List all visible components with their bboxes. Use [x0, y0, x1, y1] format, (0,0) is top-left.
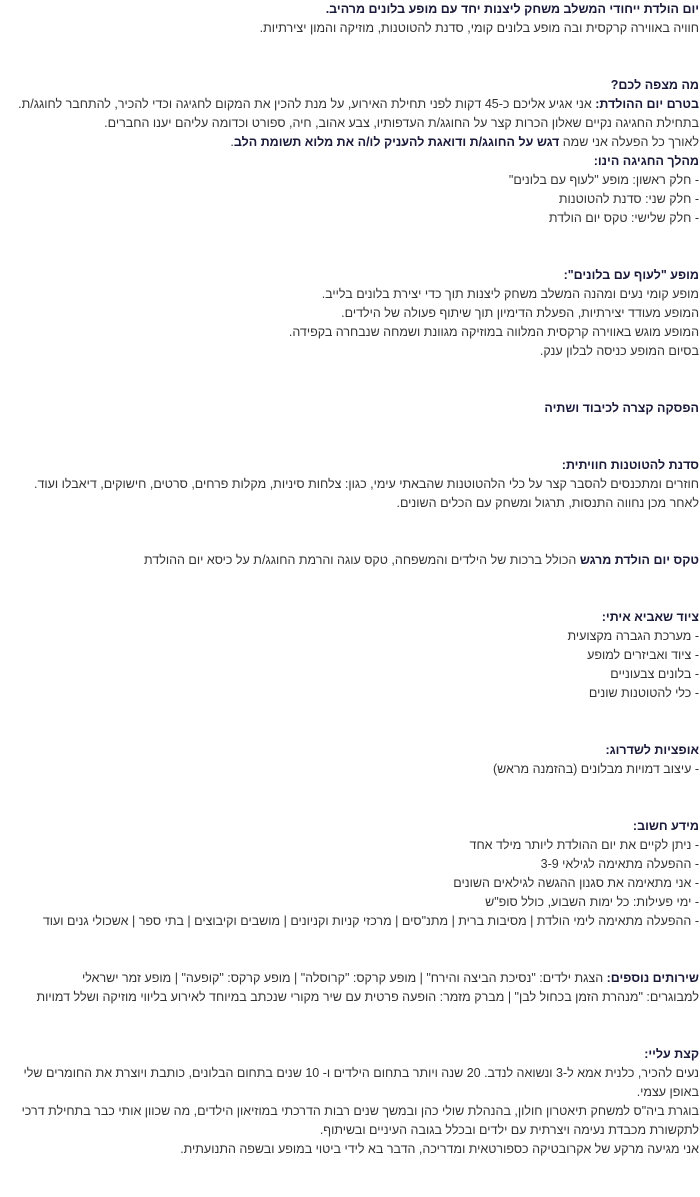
show-line: מופע קומי נעים ומהנה המשלב משחק ליצנות תוך כדי יצירת בלונים בלייב.: [321, 287, 699, 301]
info-item: - ההפעלה מתאימה לימי הולדת | מסיבות ברית | מתנ"סים | מרכזי קניות וקניונים | מושבים וקיבוצים | בתי ספר | אשכולי גנים ועוד: [42, 914, 699, 928]
about-paragraph: נעים להכיר, כלנית אמא ל-3 ונשואה לנדב. 20 שנה ויותר בתחום הילדים ו- 10 שנים בתחום הבלונים, כותבת ויוצרת את החומרים שלי באופן עצמי.: [23, 1066, 699, 1099]
extra-services-section: [6, 969, 699, 1007]
info-section: [6, 817, 699, 931]
expect-paragraph-focus: [6, 133, 699, 152]
equipment-item: - מערכת הגברה מקצועית: [567, 629, 699, 643]
upgrades-section: [6, 741, 699, 779]
workshop-line: לאחר מכן נחווה התנסות, תרגול ומשחק עם הכלים השונים.: [396, 496, 699, 510]
ceremony-line: [6, 551, 699, 570]
extra-services-line: [6, 969, 699, 988]
show-line: המופע מוגש באווירה קרקסית המלווה במוזיקה מגוונת ושמחה שנבחרה בקפידה.: [288, 325, 699, 339]
expect-focus-pre: לאורך כל הפעלה אני שמה: [559, 135, 699, 149]
intro-section: [6, 0, 699, 38]
about-section: [6, 1045, 699, 1159]
workshop-heading: סדנת להטוטנות חוויתית:: [561, 458, 699, 472]
workshop-line: חוזרים ומתכנסים להסבר קצר על כלי הלהטוטנות שהבאתי עימי, כגון: צלחות סיניות, מקלות פרחים, סרטים, חישוקים, דיאבלו ועוד.: [33, 477, 699, 491]
equipment-section: [6, 608, 699, 703]
equipment-heading: ציוד שאביא איתי:: [601, 610, 699, 624]
expect-before-label: בטרם יום ההולדת:: [595, 97, 699, 111]
about-heading: קצת עליי:: [644, 1047, 699, 1061]
info-item: - ניתן לקיים את יום ההולדת ליותר מילד אחד: [469, 838, 699, 852]
ceremony-text: הכולל ברכות של הילדים והמשפחה, טקס עוגה והרמת החוגג/ת על כיסא יום ההולדת: [144, 553, 580, 567]
intro-headline: יום הולדת ייחודי המשלב משחק ליצנות יחד עם מופע בלונים מרהיב.: [325, 2, 699, 16]
break-section: [6, 399, 699, 418]
show-section: [6, 266, 699, 361]
ceremony-section: [6, 551, 699, 570]
flow-item: - חלק שלישי: טקס יום הולדת: [548, 211, 699, 225]
upgrades-item: - עיצוב דמויות מבלונים (בהזמנה מראש): [492, 762, 699, 776]
flow-heading: מהלך החגיגה הינו:: [593, 154, 699, 168]
extra-services-adults: למבוגרים: "מנהרת הזמן בכחול לבן" | מברק מזמר: הופעה פרטית עם שיר מקורי שנכתב במיוחד לאירוע בליווי מוזיקה ושלל דמויות: [36, 990, 699, 1004]
workshop-section: [6, 456, 699, 513]
info-item: - ההפעלה מתאימה לגילאי 3-9: [540, 857, 699, 871]
extra-services-kids: הצגת ילדים: "נסיכת הביצה והירח" | מופע קרקס: "קרוסלה" | מופע קרקס: "קופעה" | מופע זמר ישראלי: [82, 971, 607, 985]
equipment-item: - כלי להטוטנות שונים: [588, 686, 699, 700]
expect-focus-bold: דגש על החוגג/ת ודואגת להעניק לו/ה את מלוא תשומת הלב: [233, 135, 560, 149]
extra-services-label: שירותים נוספים:: [606, 971, 699, 985]
info-item: - ימי פעילות: כל ימות השבוע, כולל סופ"ש: [485, 895, 699, 909]
intro-subline: חוויה באווירה קרקסית ובה מופע בלונים קומי, סדנת להטוטנות, מוזיקה והמון יצירתיות.: [259, 21, 699, 35]
info-item: - אני מתאימה את סגנון ההגשה לגילאים השונים: [453, 876, 699, 890]
upgrades-heading: אופציות לשדרוג:: [605, 743, 699, 757]
expect-paragraph-questionnaire: בתחילת החגיגה נקיים שאלון הכרות קצר על החוגג/ת העדפותיו, צבע אהוב, חיה, ספורט וכדומה עליהם יענו החברים.: [104, 116, 699, 130]
expect-focus-post: .: [230, 135, 234, 149]
expect-heading: מה מצפה לכם?: [610, 78, 699, 92]
ceremony-title: טקס יום הולדת מרגש: [579, 553, 699, 567]
show-heading: מופע "לעוף עם בלונים":: [563, 268, 699, 282]
equipment-item: - ציוד ואביזרים למופע: [587, 648, 699, 662]
about-paragraph: בוגרת ביה"ס למשחק תיאטרון חולון, בהנהלת שולי כהן ובמשך שנים רבות הדרכתי במוזיאון הילדים, מה שכוון אותי כבר בתחילת דרכי לתקשורת מכבדת נעימה ויצרתית עם ילדים ובכלל בגובה העיניים ובשיתוף.: [21, 1104, 699, 1137]
info-heading: מידע חשוב:: [632, 819, 699, 833]
flow-item: - חלק שני: סדנת להטוטנות: [558, 192, 699, 206]
expect-paragraph-before: [6, 95, 699, 114]
equipment-item: - בלונים צבעוניים: [610, 667, 699, 681]
break-heading: הפסקה קצרה לכיבוד ושתיה: [544, 401, 699, 415]
flow-item: - חלק ראשון: מופע "לעוף עם בלונים": [508, 173, 699, 187]
about-paragraph: אני מגיעה מרקע של אקרובטיקה כספורטאית ומדריכה, הדבר בא לידי ביטוי במופע ובשפה התנועתית.: [180, 1142, 699, 1156]
expect-before-text: אני אגיע אליכם כ-45 דקות לפני תחילת האירוע, על מנת להכין את המקום לחגיגה וכדי להכיר, להתחבר לחוגג/ת.: [18, 97, 596, 111]
expect-section: [6, 76, 699, 228]
show-line: המופע מעודד יצירתיות, הפעלת הדימיון תוך שיתוף פעולה של הילדים.: [341, 306, 699, 320]
show-line: בסיום המופע כניסה לבלון ענק.: [539, 344, 699, 358]
